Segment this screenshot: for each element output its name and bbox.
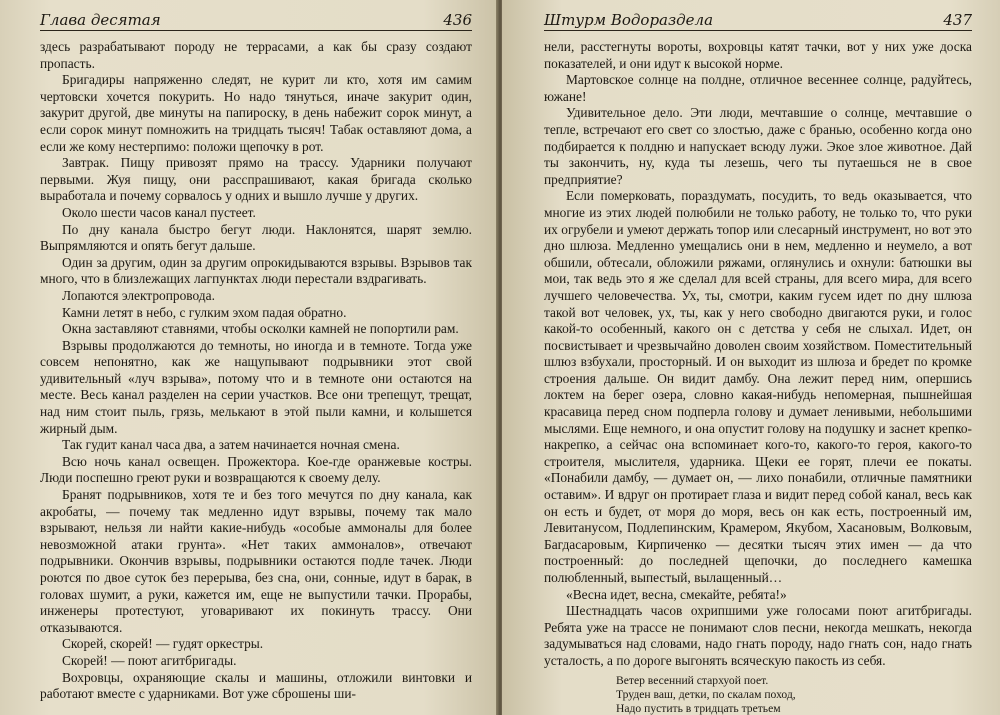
poem-excerpt: [616, 674, 972, 715]
page-number: 436: [443, 11, 472, 29]
paragraph: Окна заставляют ставнями, чтобы осколки камней не попортили рам.: [62, 321, 459, 337]
paragraph: Мартовское солнце на полдне, отличное весеннее солнце, радуйтесь, южане!: [544, 72, 972, 104]
paragraph: Вохровцы, охраняющие скалы и машины, отложили винтовки и работают вместе с ударниками. Вот уже сброшены ши-: [40, 669, 472, 702]
paragraph: Бригадиры напряженно следят, не курит ли кто, хотя им самим чертовски хочется покурить. Но надо тянуться, иначе закурит один, закурит другой, две минуты на папироску, в день набежит сорок минут, а если сорок минут помножить на тридцать тысяч! Табак оставляют дома, а если же кому нестерпимо: положи щепочку в рот.: [40, 72, 472, 154]
verse-line: Труден ваш, детки, по скалам поход,: [616, 687, 796, 701]
paragraph: Так гудит канал часа два, а затем начинается ночная смена.: [62, 437, 400, 453]
paragraph: «Весна идет, весна, смекайте, ребята!»: [566, 586, 787, 602]
paragraph: Скорей! — поют агитбригады.: [62, 652, 237, 668]
paragraph: Около шести часов канал пустеет.: [62, 204, 256, 220]
verse-line: Надо пустить в тридцать третьем: [616, 701, 781, 715]
paragraph: Бранят подрывников, хотя те и без того мечутся по дну канала, как акробаты, — почему так медленно идут взрывы, почему так мало взрывают, нельзя ли найти какие-нибудь «особые аммоналы для более невозможной атаки грунта». «Нет таких аммоналов», отвечают подрывники. Окончив взрывы, подрывники остаются подле тачек. Люди роются по двое суток без перерыва, без сна, они, сонные, идут в барак, в головах шумит, а руки, кажется им, еще не выпустили тачки. Прорабы, инженеры протестуют, уговаривают их покинуть трассу. Они отказываются.: [40, 487, 472, 635]
verse-line: Ветер весенний стархуой поет.: [616, 673, 769, 687]
left-page: [0, 0, 498, 715]
paragraph: здесь разрабатывают породу не террасами, а как бы сразу создают пропасть.: [40, 39, 472, 71]
chapter-title: Штурм Водораздела: [544, 11, 714, 29]
paragraph: Завтрак. Пищу привозят прямо на трассу. Ударники получают первыми. Жуя пищу, они расспрашивают, какая бригада сколько выработала и почему сорвалось у одних и вышло лучше у других.: [40, 155, 472, 204]
paragraph: Всю ночь канал освещен. Прожектора. Кое-где оранжевые костры. Люди поспешно греют руки и возвращаются к своему делу.: [40, 453, 472, 486]
right-page: [502, 0, 1000, 715]
paragraph: Камни летят в небо, с гулким эхом падая обратно.: [62, 304, 347, 320]
chapter-title: Глава десятая: [40, 11, 161, 29]
paragraph: Скорей, скорей! — гудят оркестры.: [62, 636, 264, 652]
paragraph: По дну канала быстро бегут люди. Наклонятся, шарят землю. Выпрямляются и опять бегут дальше.: [40, 221, 472, 254]
paragraph: Взрывы продолжаются до темноты, но иногда и в темноте. Тогда уже совсем непонятно, как же нащупывают подрывники этот свой удивительный «луч взрыва», потому что и в темноте они остаются на месте. Весь канал разделен на серии участков. Все они трепещут, трещат, над ним стоит пыль, грязь, мелькают в этой пыли камни, и колышется жирный дым.: [40, 337, 472, 436]
left-page-body: [40, 39, 472, 703]
paragraph: Шестнадцать часов охрипшими уже голосами поют агитбригады. Ребята уже на трассе не понимают слов песни, некогда мешкать, некогда задумываться над словами, надо гнать породу, надо гнать сон, надо гнать усталость, а по дороге выгонять всяческую пакость из себя.: [544, 603, 972, 668]
paragraph: Лопаются электропровода.: [62, 287, 215, 303]
paragraph: Если померковать, пораздумать, посудить, то ведь оказывается, что многие из этих людей полюбили не только работу, не только то, что руки их огрубели и умеют держать топор или слесарный инструмент, но вот это дно шлюза. Медленно умещались они в нем, медленно и неумело, а вот обшили, обтесали, обложили ряжами, оглянулись и охнули: батюшки вы мои, так ведь это я же сделал для всей страны, для всего мира, для всего лучшего человечества. Ух, ты, смотри, каким гусем идет по дну шлюза такой вот человек, ух, ты, как у него свободно двигаются руки, и голос какой-то особенный, какого он с детства у себя не слыхал. Идет, он посвистывает и чрезвычайно доволен своим хозяйством. Поместительный шлюз взбухали, просторный. И он выходит из шлюза и бредет по кромке строения дальше. Он видит дамбу. Она лежит перед ним, опершись локтем на берег озера, словно какая-нибудь непомерная, пышнейшая красавица перед сном подперла голову и думает ленивыми, небольшими мыслями. Еще немного, и она опустит голову на подушку и заснет крепко-накрепко, а сейчас она вспоминает кого-то, какого-то героя, какого-то строителя, мыслителя, ударника. Щеки ее горят, плечи ее покаты. «Понабили дамбу, — думает он, — лихо понабили, отличные памятники оставим». И вдруг он протирает глаза и видит перед собой канал, весь как он есть и будет, от моря до моря, весь он как есть, построенный им, Левитанусом, Подлепинским, Крамером, Якубом, Хасановым, Волковым, Багдасаровым, Кирпиченко — десятки тысяч этих имен — да что построенный: до последней щепочки, до последнего камешка полюбленный, выпестый, вылащенный…: [544, 188, 972, 585]
page-number: 437: [943, 11, 972, 29]
right-page-header: [544, 6, 972, 31]
paragraph: Удивительное дело. Эти люди, мечтавшие о солнце, мечтавшие о тепле, встречают его свет со злостью, даже с бранью, особенно когда оно подбирается к полдню и напускает всюду лужи. Экое злое животное. Дай ты закончить, ну, куда ты лезешь, чего ты путаешься не в свое предприятие?: [544, 105, 972, 187]
paragraph: Один за другим, один за другим опрокидываются взрывы. Взрывов так много, что в близлежащих лагпунктах люди перестали вздрагивать.: [40, 254, 472, 287]
right-page-body: [544, 39, 972, 670]
left-page-header: [40, 6, 472, 31]
paragraph: нели, расстегнуты вороты, вохровцы катят тачки, вот у них уже доска показателей, и они идут к высокой норме.: [544, 39, 972, 71]
